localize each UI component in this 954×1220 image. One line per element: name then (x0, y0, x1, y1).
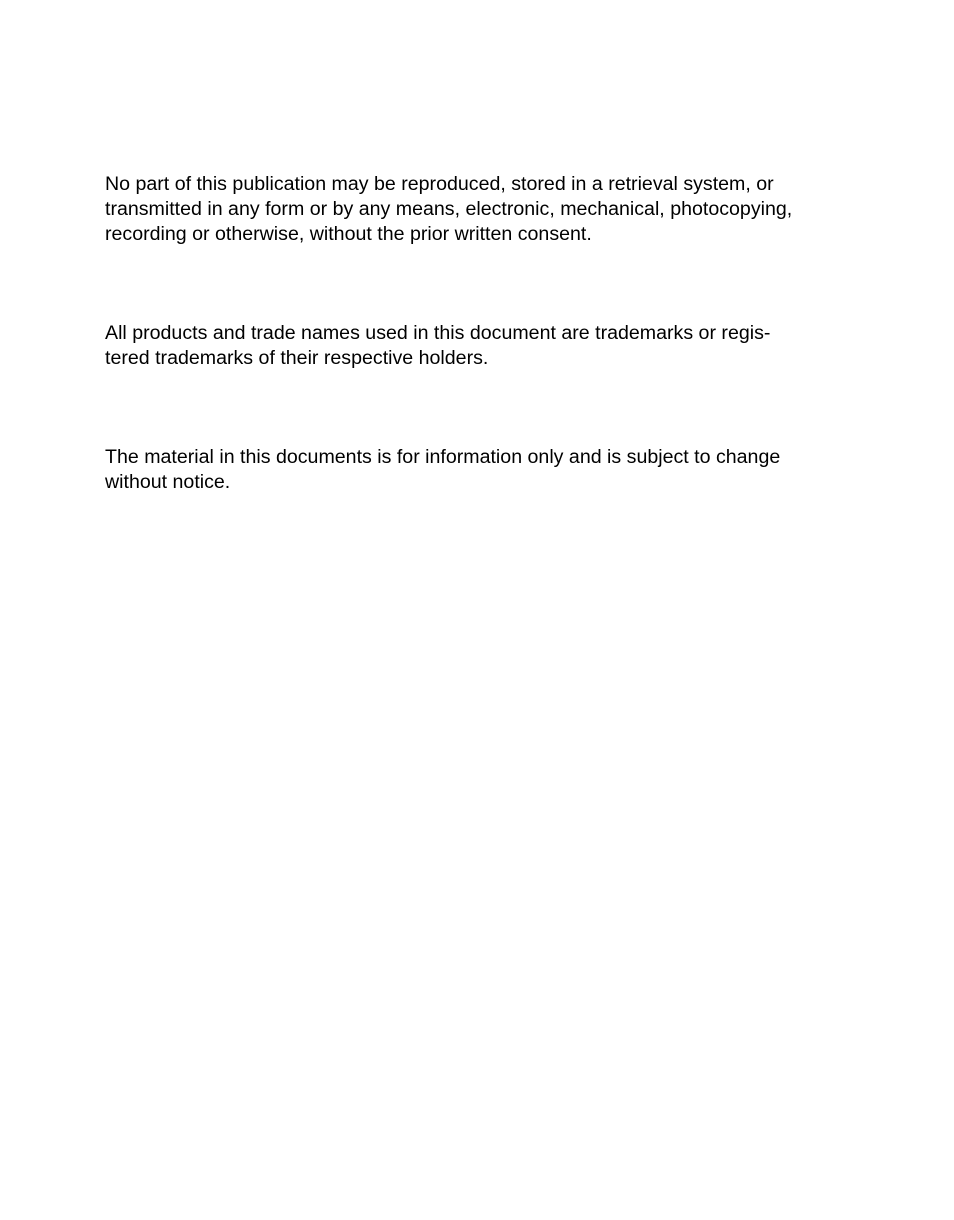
paragraph-line: recording or otherwise, without the prior written consent. (105, 223, 592, 245)
paragraph-line: transmitted in any form or by any means, electronic, mechanical, photocopying, (105, 198, 793, 220)
paragraph-line: tered trademarks of their respective holders. (105, 347, 489, 369)
paragraph-line: The material in this documents is for information only and is subject to change (105, 446, 781, 468)
paragraph-line: No part of this publication may be reproduced, stored in a retrieval system, or (105, 173, 774, 195)
paragraph-line: without notice. (105, 471, 231, 493)
copyright-notice-paragraph (105, 172, 825, 247)
paragraph-line: All products and trade names used in this document are trademarks or regis- (105, 322, 771, 344)
trademark-notice-paragraph (105, 321, 825, 371)
disclaimer-notice-paragraph (105, 445, 825, 495)
